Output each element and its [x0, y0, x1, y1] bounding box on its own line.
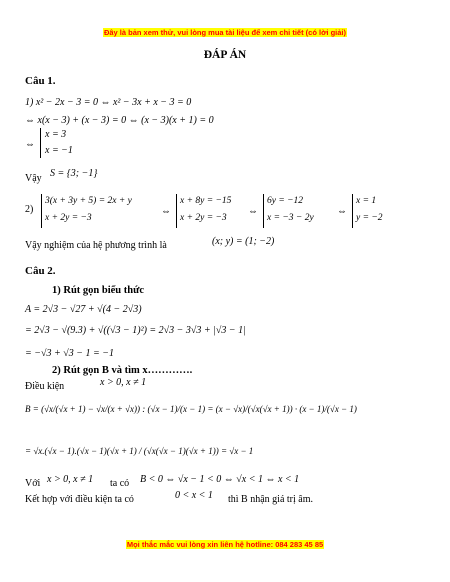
question-2-heading: Câu 2.	[25, 265, 56, 277]
q1-solution-row-1: x = 3	[45, 129, 67, 140]
q1-solution-brace	[40, 128, 41, 158]
q1-conclusion-prefix: Vậy	[25, 173, 42, 184]
iff-symbol: ⇔	[248, 206, 258, 217]
final-condition: x > 0, x ≠ 1	[47, 474, 94, 485]
b-expression-line-1: B = (√x/(√x + 1) − √x/(x + √x)) : (√x − 1)/(x − 1) = (x − √x)/(√x(√x + 1)) · (x − 1)/(√x − 1)	[25, 404, 357, 414]
final-taco: ta có	[110, 478, 130, 489]
system-2-row-1: x + 8y = −15	[180, 196, 232, 206]
q1-line-2: ⇔ x(x − 3) + (x − 3) = 0 ⇔ (x − 3)(x + 1) = 0	[25, 115, 214, 126]
q2-sub1-line-1: A = 2√3 − √27 + √(4 − 2√3)	[25, 304, 142, 315]
iff-symbol: ⇔	[337, 206, 347, 217]
system-4-row-1: x = 1	[356, 196, 377, 206]
system-2-brace	[176, 194, 177, 228]
question-1-heading: Câu 1.	[25, 75, 56, 87]
system-3-row-2: x = −3 − 2y	[267, 213, 314, 223]
system-3-row-1: 6y = −12	[267, 196, 304, 206]
combine-math: 0 < x < 1	[175, 490, 213, 501]
system-1-row-2: x + 2y = −3	[45, 213, 92, 223]
system-2-row-2: x + 2y = −3	[180, 213, 227, 223]
system-1-row-1: 3(x + 3y + 5) = 2x + y	[45, 196, 132, 206]
b-expression-line-2: = √x.(√x − 1).(√x − 1)(√x + 1) / (√x(√x − 1)(√x + 1)) = √x − 1	[25, 446, 254, 456]
iff-symbol: ⇔	[161, 206, 171, 217]
q2-sub2-heading: 2) Rút gọn B và tìm x………….	[52, 365, 193, 376]
page-title: ĐÁP ÁN	[203, 49, 247, 61]
q1-line-1: 1) x² − 2x − 3 = 0 ⇔ x² − 3x + x − 3 = 0	[25, 97, 192, 108]
q2-sub1-line-3: = −√3 + √3 − 1 = −1	[25, 348, 114, 359]
q2-sub1-heading: 1) Rút gọn biểu thức	[52, 285, 145, 296]
system-3-brace	[263, 194, 264, 228]
footer-notice: Mọi thắc mắc vui lòng xin liên hệ hotline: 084 283 45 85	[126, 540, 324, 549]
final-inequality-chain: B < 0 ⇔ √x − 1 < 0 ⇔ √x < 1 ⇔ x < 1	[140, 474, 300, 485]
header-notice: Đây là bản xem thử, vui lòng mua tài liệu để xem chi tiết (có lời giải)	[103, 28, 347, 37]
q1-part2-conclusion: Vậy nghiệm của hệ phương trình là	[25, 240, 167, 251]
system-4-brace	[352, 194, 353, 228]
q1-part2-label: 2)	[25, 204, 34, 215]
combine-text-2: thì B nhận giá trị âm.	[228, 494, 313, 505]
q1-solution-set: S = {3; −1}	[50, 168, 98, 179]
system-4-row-2: y = −2	[356, 213, 383, 223]
final-with: Với	[25, 478, 41, 489]
condition-label: Điều kiện	[25, 381, 65, 392]
q2-sub1-line-2: = 2√3 − √(9.3) + √((√3 − 1)²) = 2√3 − 3√3 + |√3 − 1|	[25, 325, 246, 336]
combine-text-1: Kết hợp với điều kiện ta có	[25, 494, 134, 505]
system-1-brace	[41, 194, 42, 228]
q1-solution-row-2: x = −1	[45, 145, 73, 156]
q1-iff-symbol: ⇔	[25, 139, 35, 150]
q1-part2-solution: (x; y) = (1; −2)	[212, 236, 275, 247]
condition-math: x > 0, x ≠ 1	[100, 377, 147, 388]
